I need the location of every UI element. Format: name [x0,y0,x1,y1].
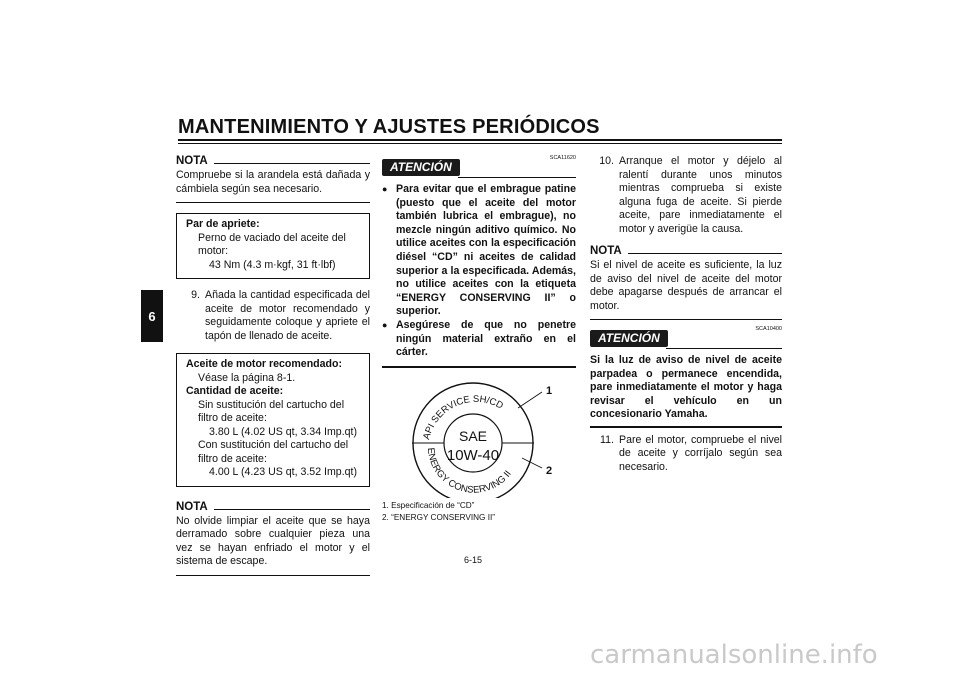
sae-text: SAE [458,427,488,444]
column-middle [382,155,576,524]
bottom-arc-text: ENERGY CONSERVING II [424,446,514,496]
step-9 [176,289,370,343]
torque-title: Par de apriete: [186,218,260,230]
atencion-rule [666,348,782,349]
callout-1: 1 [546,384,553,397]
note-text-2: No olvide limpiar el aceite que se haya derramado sobre cualquier pieza una vez se hayan enfriado el motor y el sistema de escape. [176,514,370,567]
step-number: 10. [599,155,614,167]
note-text: Compruebe si la arandela está dañada y cámbiela según sea necesario. [176,169,370,195]
note-heading-rule [214,163,370,164]
bullet-icon: ● [382,184,388,194]
atencion-heading [382,155,576,181]
atencion-end-rule [590,426,782,428]
atencion-heading-2 [590,326,782,352]
qty-title: Cantidad de aceite: [186,385,284,397]
chapter-tab: 6 [141,290,163,342]
note-end-rule [176,202,370,203]
note-label: NOTA [176,500,208,513]
oil-title: Aceite de motor recomendado: [186,358,342,370]
qty-with: Con sustitución del cartucho del filtro de aceite: [198,439,349,465]
warning-bullet-1 [382,183,576,319]
atencion-end-rule [382,366,576,368]
step-text: Pare el motor, compruebe el nivel de aceite y corríjalo según sea necesario. [619,433,782,473]
step-number: 11. [600,433,614,446]
torque-value: 43 Nm (4.3 m·kgf, 31 ft·lbf) [209,258,336,271]
step-10 [590,155,782,236]
bullet-icon: ● [382,319,388,330]
note-text-3: Si el nivel de aceite es suficiente, la luz de aviso del nivel de aceite del motor debe apagarse después de arrancar el motor. [590,259,782,312]
callout-line-1 [518,392,542,408]
callout-line-2 [522,458,542,468]
torque-spec-box [176,213,370,279]
note-heading-2 [176,501,370,513]
title-rule [178,139,782,141]
step-text: Arranque el motor y déjelo al ralentí durante unos minutos mientras comprueba si existe alguna fuga de aceite. Si pierde aceite, pare inmediatamente el motor y averigüe la causa. [619,155,782,235]
callout-2: 2 [546,464,553,477]
qty-without: Sin sustitución del cartucho del filtro de aceite: [198,398,345,424]
top-arc-text: API SERVICE SH/CD [421,393,505,441]
step-11 [590,434,782,475]
step-text: Añada la cantidad especificada del aceite de motor recomendado y seguidamente coloque y apriete el tapón de llenado de aceite. [205,289,370,342]
bullet-text: Para evitar que el embrague patine (puesto que el aceite del motor también lubrica el embrague), no mezcle ningún aditivo químico. No utilice aceites con la especificación diésel “CD” ni aceites de calidad superior a la especificada. Además, no utilice aceites con la etiqueta “ENERGY CONSERVING II” o superior. [396,183,576,318]
title-rule-thin [178,143,782,144]
atencion-code: SCA11620 [549,155,576,161]
figure-caption-2: 2. “ENERGY CONSERVING II” [382,512,495,522]
note-heading-rule [628,253,782,254]
oil-spec-box [176,353,370,487]
bullet-text: Asegúrese de que no penetre ningún material extraño en el cárter. [396,318,576,359]
grade-text: 10W-40 [446,446,500,464]
atencion-badge: ATENCIÓN [382,159,460,176]
atencion-badge: ATENCIÓN [590,330,668,347]
atencion-code: SCA10400 [755,326,782,332]
note-heading-rule [214,509,370,510]
qty-without-value: 3.80 L (4.02 US qt, 3.34 Imp.qt) [209,425,358,438]
warning-bullet-2 [382,319,576,360]
oil-label-figure [382,380,576,498]
note-heading [176,155,370,167]
note-heading-3 [590,245,782,257]
torque-item: Perno de vaciado del aceite del motor: [198,231,346,257]
step-number: 9. [191,289,200,301]
page-number: 6-15 [464,555,483,565]
qty-with-value: 4.00 L (4.23 US qt, 3.52 Imp.qt) [209,466,358,478]
atencion-rule [458,177,576,178]
note-label: NOTA [590,245,622,257]
page-title: MANTENIMIENTO Y AJUSTES PERIÓDICOS [178,116,600,138]
figure-caption-1: 1. Especificación de “CD” [382,500,475,510]
watermark: carmanualsonline.info [590,640,878,670]
warning-text: Si la luz de aviso de nivel de aceite parpadea o permanece encendida, pare inmediatamente el motor y haga revisar el vehículo en un concesionario Yamaha. [590,354,782,420]
note-end-rule [176,575,370,576]
oil-ref: Véase la página 8-1. [198,371,296,384]
note-end-rule [590,319,782,320]
oil-label-illustration [382,380,576,498]
column-right [590,155,782,474]
note-label: NOTA [176,155,208,167]
column-left [176,155,370,576]
